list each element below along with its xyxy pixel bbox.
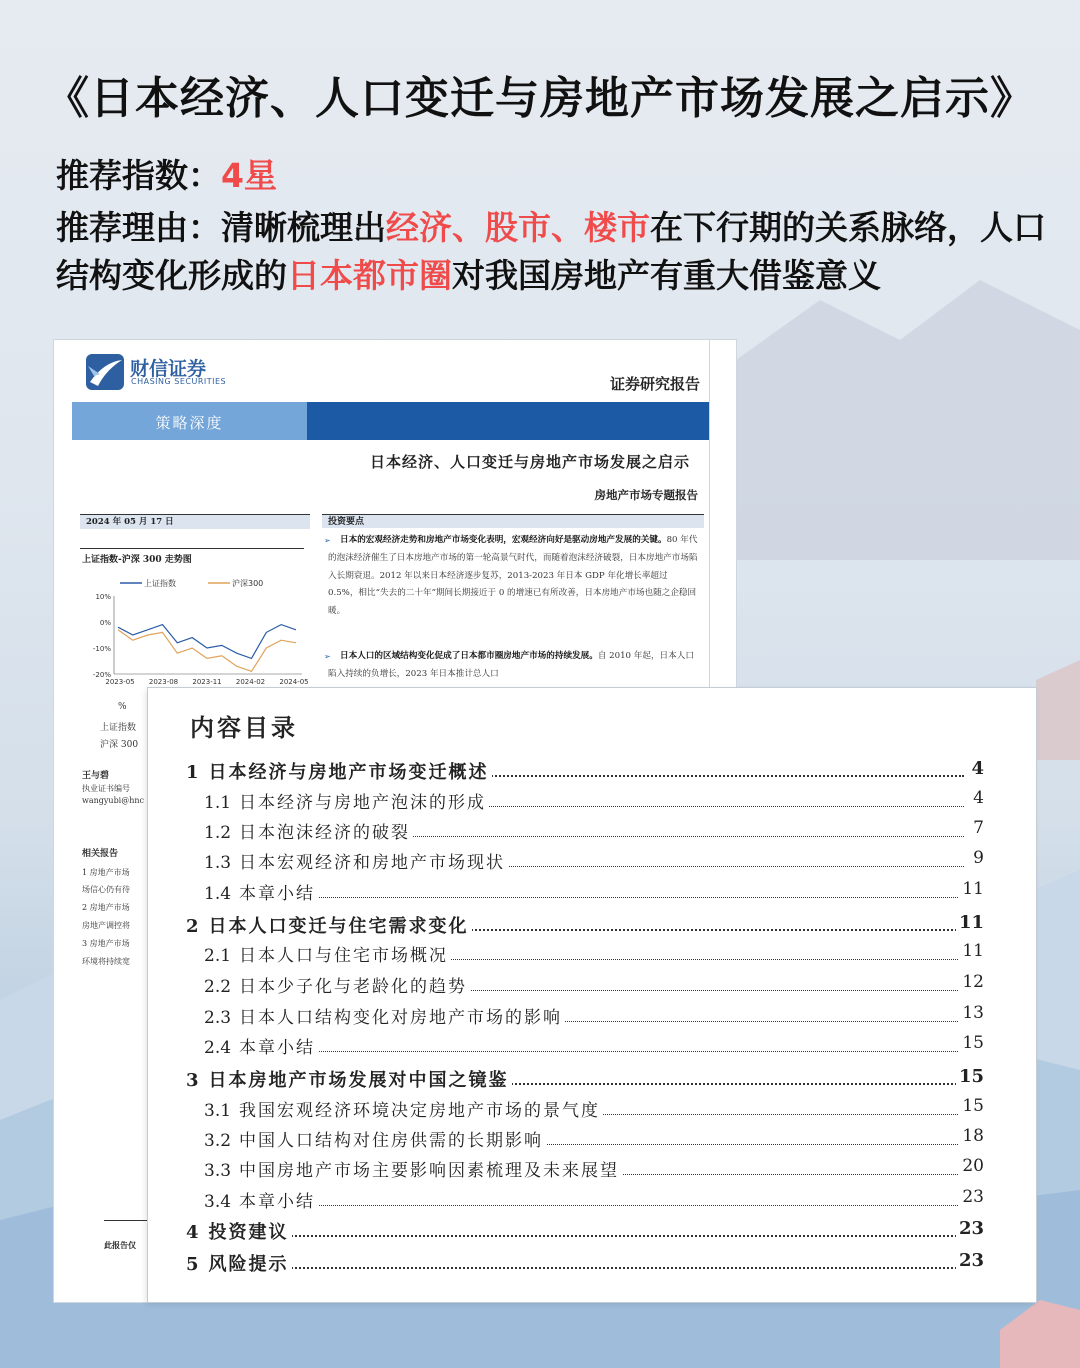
toc-entry-number: 5 [186,1254,199,1275]
toc-entry[interactable] [148,879,1036,905]
toc-entry-text: 中国房地产市场主要影响因素梳理及未来展望 [239,1161,620,1181]
toc-leader-dots [228,1049,964,1052]
chart-series-line-0 [118,625,296,659]
toc-leader-dots [228,895,964,898]
toc-entry-label [186,1250,292,1276]
legend-label-shanghai: 上证指数 [144,579,176,588]
toc-entry[interactable] [148,848,1036,874]
rating-label: 推荐指数： [56,156,221,195]
report-subtitle: 房地产市场专题报告 [594,488,698,502]
toc-entry-number: 3.4 [204,1192,232,1212]
toc-page-number: 4 [968,758,984,779]
toc-entry[interactable] [148,1096,1036,1122]
reason-highlight2: 日本都市圈 [287,256,452,295]
bullet-arrow-icon: ➢ [324,536,331,545]
toc-entry-number: 1.1 [204,793,232,813]
toc-page-number: 9 [970,848,984,868]
toc-entry-number: 3.3 [204,1161,232,1181]
related-report-3a: 3 房地产市场 [82,939,130,948]
reason-label: 推荐理由： [56,208,221,247]
chart-y-tick-label: 0% [99,619,111,627]
related-report-3b: 环境将持续宽 [82,957,130,966]
toc-entry[interactable] [148,1033,1036,1059]
toc-entry[interactable] [148,1126,1036,1152]
toc-entry[interactable] [148,972,1036,998]
toc-entry-number: 1.2 [204,823,232,843]
analyst-cert: 执业证书编号 [82,784,130,793]
toc-page-number: 15 [956,1066,984,1087]
toc-entry-text: 日本少子化与老龄化的趋势 [239,977,468,997]
toc-page-number: 23 [956,1250,984,1271]
toc-page-number: 15 [959,1033,984,1053]
toc-entry-number: 3.2 [204,1131,232,1151]
band-dark [307,402,709,440]
chart-axes [93,593,309,686]
reason-part1: 清晰梳理出 [221,208,386,247]
toc-entry-text: 日本宏观经济和房地产市场现状 [239,853,506,873]
reason-text [56,204,1046,300]
toc-entry-text: 本章小结 [239,1038,316,1058]
toc-entry[interactable] [148,1003,1036,1029]
perf-row-2: 沪深 300 [100,740,139,750]
bullet-2-text: 自 2010 年起，日本人口陷入持续的负增长，2023 年日本推计总人口 [328,651,694,679]
toc-entry-number: 4 [186,1222,199,1243]
bullet-point-2 [324,648,698,684]
toc-entry[interactable] [148,1250,1036,1276]
related-report-2a: 2 房地产市场 [82,903,130,912]
reason-part3: 对我国房地产有重大借鉴意义 [452,256,881,295]
toc-entry[interactable] [148,1156,1036,1182]
chart-divider [80,548,304,549]
toc-page-number: 12 [959,972,984,992]
toc-entry[interactable] [148,912,1036,938]
toc-entry-number: 3 [186,1070,199,1091]
chart-x-tick-label: 2024-02 [235,678,266,686]
table-of-contents-page [148,688,1036,1302]
bullet-point-1 [324,532,698,621]
toc-page-number: 13 [959,1003,984,1023]
toc-entry-label [204,788,489,813]
bullet-1-text: 80 年代的泡沫经济催生了日本房地产市场的第一轮高景气时代，而随着泡沫经济破裂，日本房地产市场陷入长期衰退。2012 年以来日本经济逐步复苏，2013-2023 年日本 GDP 年化增长率超过 0.5%，相比“失去的二十年”期间长期接近于 0 的增速已有所改善，日本房地产市场也随之企稳回暖。 [328,535,698,617]
toc-entry-label [204,1187,318,1212]
related-report-1b: 场信心仍有待 [82,885,130,894]
rating [56,150,277,197]
toc-entry[interactable] [148,941,1036,967]
toc-entry-text: 日本泡沫经济的破裂 [239,823,411,843]
toc-entry-label [204,1033,318,1058]
chart-series [118,625,296,672]
report-type: 证券研究报告 [609,375,700,393]
analyst-email: wangyubi@hnc [82,796,145,805]
analyst-name: 王与碧 [82,771,110,781]
related-reports-heading: 相关报告 [82,849,119,859]
toc-entry-text: 我国宏观经济环境决定房地产市场的景气度 [239,1101,601,1121]
related-report-1a: 1 房地产市场 [82,868,130,877]
report-title: 日本经济、人口变迁与房地产市场发展之启示 [369,453,690,471]
chart-x-tick-label: 2024-05 [279,678,309,686]
chart-y-tick-label: 10% [95,593,111,601]
toc-page-number: 7 [970,818,984,838]
toc-entry-text: 日本经济与房地产泡沫的形成 [239,793,487,813]
toc-entry-text: 日本房地产市场发展对中国之镜鉴 [208,1070,509,1091]
logo-english: CHASING SECURITIES [131,377,227,386]
investment-highlights-heading: 投资要点 [322,514,704,528]
toc-leader-dots [208,1233,964,1237]
footer-disclaimer: 此报告仅 [104,1240,136,1250]
toc-leader-dots [208,1265,964,1269]
reason-part2: 在下行期的关系脉络，人口结构变化形成的 [56,208,1046,295]
toc-entry-label [204,1003,565,1028]
chasing-securities-logo-icon [84,352,126,392]
related-report-2b: 房地产调控将 [82,921,130,930]
toc-entry-label [204,818,413,843]
toc-page-number: 11 [959,879,984,899]
toc-entry-label [204,1096,603,1121]
toc-title: 内容目录 [190,713,298,742]
band-label: 策略深度 [155,414,224,432]
toc-entry-text: 日本人口与住宅市场概况 [239,946,449,966]
toc-entry-number: 2.2 [204,977,232,997]
toc-entry-text: 中国人口结构对住房供需的长期影响 [239,1131,544,1151]
toc-entry-number: 2.4 [204,1038,232,1058]
reason-highlight1: 经济、股市、楼市 [386,208,650,247]
toc-entry-label [186,1218,292,1244]
toc-entry-text: 本章小结 [239,1192,316,1212]
toc-entry-number: 2.3 [204,1008,232,1028]
toc-page-number: 18 [959,1126,984,1146]
bullet-2-bold: 日本人口的区域结构变化促成了日本都市圈房地产市场的持续发展。 [340,651,598,661]
chart-y-tick-label: -10% [92,645,111,653]
footer-divider [104,1220,149,1221]
toc-entry-number: 2 [186,916,199,937]
logo-name: 财信证券 [130,358,207,380]
toc-entry-text: 风险提示 [208,1254,289,1275]
toc-entry-label [204,941,451,966]
toc-entry-number: 1.3 [204,853,232,873]
toc-page-number: 11 [956,912,984,933]
toc-entry-label [204,879,318,904]
chart-title: 上证指数-沪深 300 走势图 [82,555,192,565]
chart-series-line-1 [118,630,296,672]
toc-entry[interactable] [148,788,1036,814]
index-trend-chart [80,574,309,690]
chart-x-tick-label: 2023-08 [148,678,179,686]
toc-entry-text: 本章小结 [239,884,316,904]
toc-entry-text: 投资建议 [208,1222,289,1243]
chart-y-tick-label: -20% [92,671,111,679]
toc-entry-text: 日本人口变迁与住宅需求变化 [208,916,469,937]
toc-entry-label [204,1126,546,1151]
post-title: 《日本经济、人口变迁与房地产市场发展之启示》 [45,73,1035,124]
toc-page-number: 23 [959,1187,984,1207]
toc-entry-label [186,912,472,938]
toc-entry-text: 日本经济与房地产市场变迁概述 [208,762,489,783]
toc-entry[interactable] [148,818,1036,844]
perf-row-1: 上证指数 [100,723,137,733]
toc-leader-dots [228,1203,964,1206]
toc-entry-label [204,1156,622,1181]
toc-entry-label [204,972,470,997]
toc-entry-label [204,848,508,873]
toc-page-number: 4 [970,788,984,808]
toc-entry-number: 3.1 [204,1101,232,1121]
bullet-arrow-icon: ➢ [324,652,331,661]
toc-entry-text: 日本人口结构变化对房地产市场的影响 [239,1008,563,1028]
chart-x-tick-label: 2023-05 [105,678,135,686]
toc-page-number: 11 [959,941,984,961]
toc-entry[interactable] [148,1187,1036,1213]
toc-entry-number: 2.1 [204,946,232,966]
rating-value: 4星 [221,156,277,195]
toc-entry-number: 1 [186,762,199,783]
toc-page-number: 20 [959,1156,984,1176]
toc-entry-label [186,1066,512,1092]
report-date: 2024 年 05 月 17 日 [80,514,310,529]
toc-page-number: 23 [956,1218,984,1239]
bullet-1-bold: 日本的宏观经济走势和房地产市场变化表明，宏观经济向好是驱动房地产发展的关键。 [340,535,667,545]
toc-entry[interactable] [148,1218,1036,1244]
legend-label-hs300: 沪深300 [232,579,264,588]
toc-entry-label [186,758,492,784]
toc-page-number: 15 [959,1096,984,1116]
toc-entry-number: 1.4 [204,884,232,904]
toc-entry[interactable] [148,758,1036,784]
pct-label: % [118,702,127,712]
chart-x-tick-label: 2023-11 [192,678,222,686]
toc-entry[interactable] [148,1066,1036,1092]
